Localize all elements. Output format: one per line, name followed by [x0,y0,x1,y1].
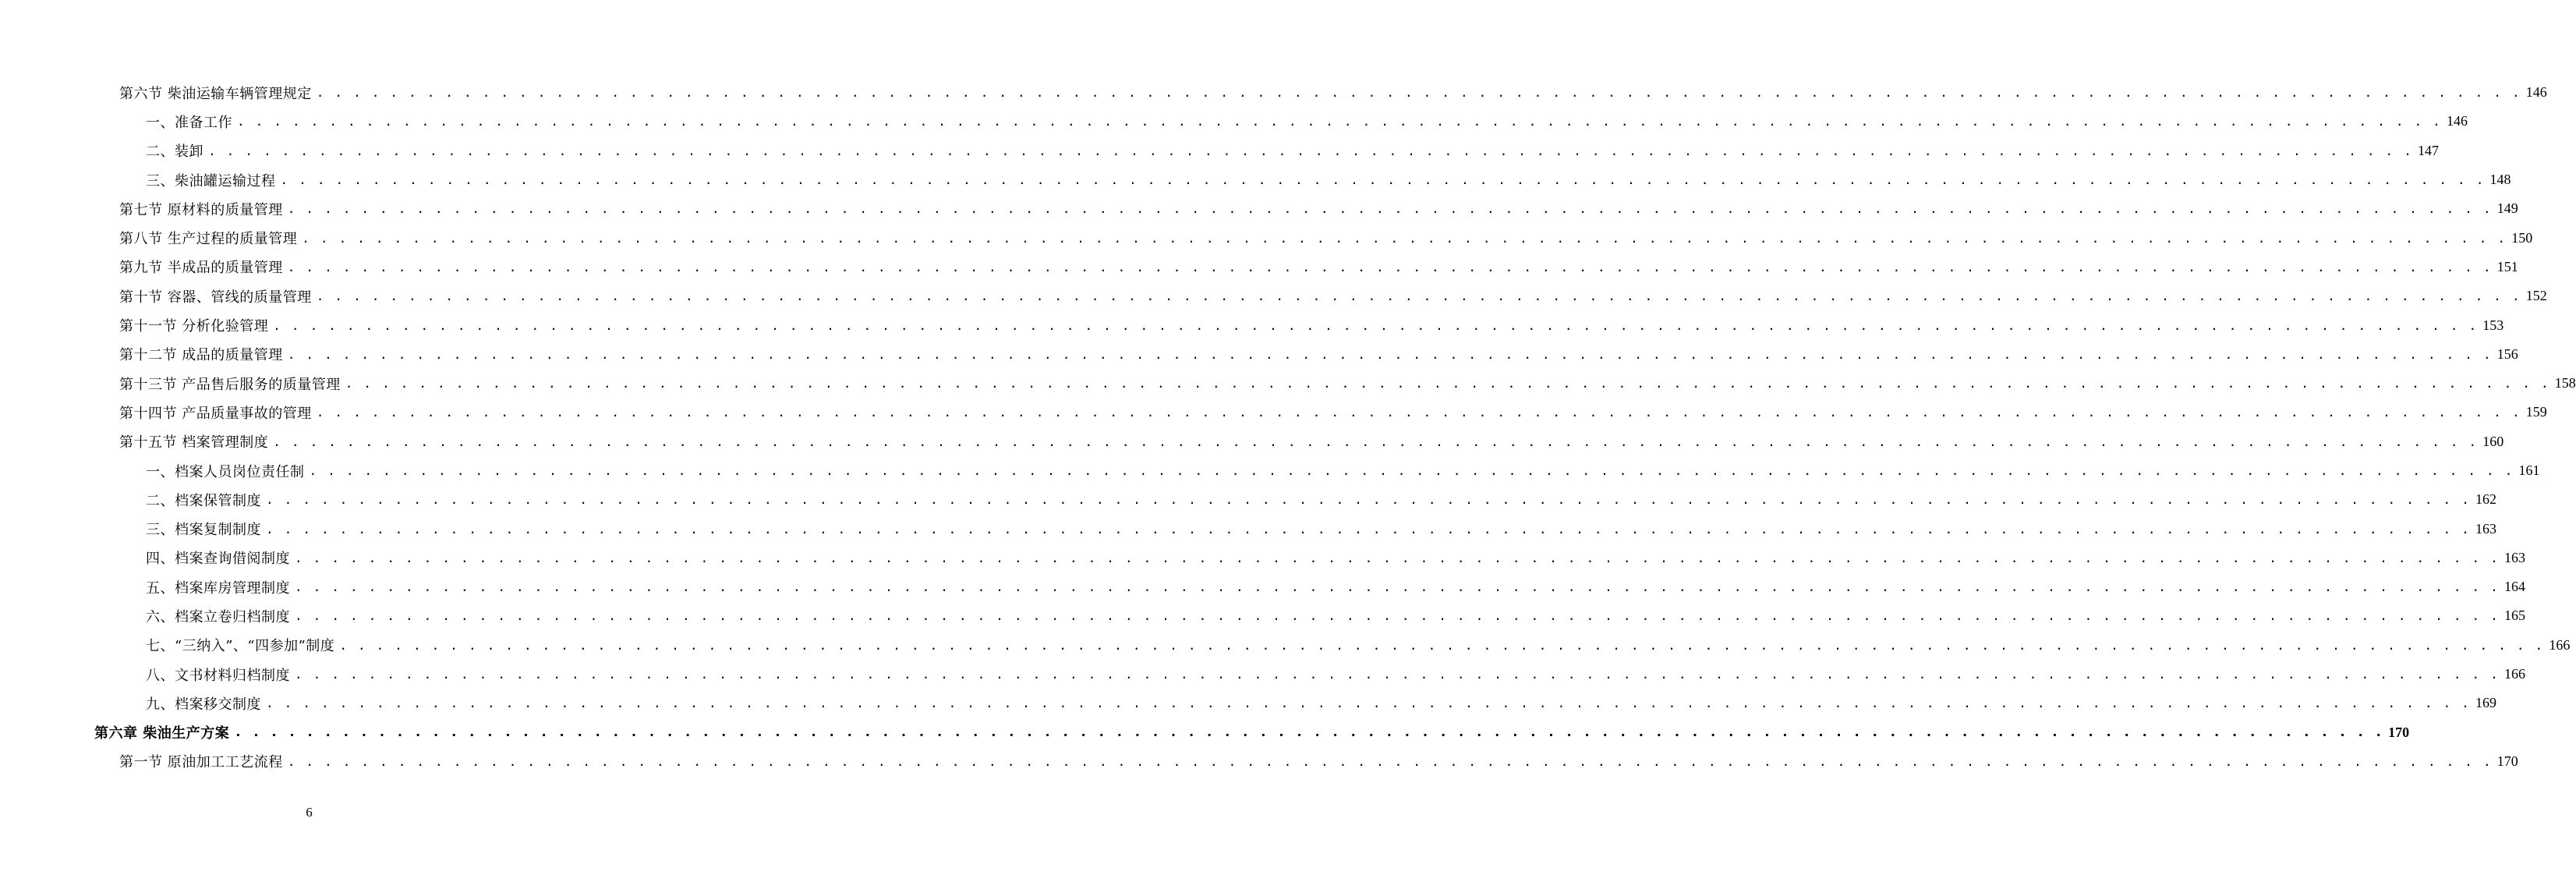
toc-section-entry[interactable] [0,369,2576,398]
toc-entry-page-number: 147 [2418,142,2440,158]
toc-entry-page-number: 152 [2525,288,2547,304]
toc-subsection-entry[interactable] [0,660,2526,689]
toc-subsection-entry[interactable] [0,456,2540,485]
toc-subsection-entry[interactable] [0,165,2511,194]
table-of-contents [0,78,2576,776]
toc-entry-page-number: 146 [2525,84,2547,101]
toc-entry-title: 第十四节 产品质量事故的管理 [119,405,312,422]
toc-entry-title: 九、档案移交制度 [146,696,261,713]
toc-dot-leader: . . . . . . . . . . . . . . . . . . . . . . . . . . . . . . . . . . . . . . . . . . . . . . . . . . . . . . . . . . . . . . . . . . . . . . . . . . . . . . . . . . . . . . . . . . . . . . . . . . . . . . . . . . . . . . . . . . . . . . . . [309,463,2514,478]
toc-dot-leader: . . . . . . . . . . . . . . . . . . . . . . . . . . . . . . . . . . . . . . . . . . . . . . . . . . . . . . . . . . . . . . . . . . . . . . . . . . . . . . . . . . . . . . . . . . . . . . . . . . . . . . . . . . . . . . . . . . . . . . . . [295,667,2500,682]
toc-entry-title: 四、档案查询借阅制度 [146,551,290,568]
toc-entry-page-number: 158 [2554,375,2576,391]
toc-entry-page-number: 166 [2549,636,2571,653]
toc-subsection-entry[interactable] [0,136,2440,165]
toc-section-entry[interactable] [0,78,2547,107]
toc-dot-leader: . . . . . . . . . . . . . . . . . . . . . . . . . . . . . . . . . . . . . . . . . . . . . . . . . . . . . . . . . . . . . . . . . . . . . . . . . . . . . . . . . . . . . . . . . . . . . . . . . . . . . . . . . . . . . . . . . . . . . . . . [266,696,2472,711]
toc-entry-title: 第九节 半成品的质量管理 [119,260,283,277]
toc-entry-page-number: 162 [2475,491,2497,508]
toc-section-entry[interactable] [0,253,2518,282]
toc-dot-leader: . . . . . . . . . . . . . . . . . . . . . . . . . . . . . . . . . . . . . . . . . . . . . . . . . . . . . . . . . . . . . . . . . . . . . . . . . . . . . . . . . . . . . . . . . . . . . . . . . . . . . . . . . . . . . . . . . . . . . . . . [287,201,2493,217]
toc-section-entry[interactable] [0,398,2547,427]
toc-dot-leader: . . . . . . . . . . . . . . . . . . . . . . . . . . . . . . . . . . . . . . . . . . . . . . . . . . . . . . . . . . . . . . . . . . . . . . . . . . . . . . . . . . . . . . . . . . . . . . . . . . . . . . . . . . . . . . . . . . . . . . . . [273,434,2479,449]
toc-entry-page-number: 163 [2475,520,2497,537]
toc-dot-leader: . . . . . . . . . . . . . . . . . . . . . . . . . . . . . . . . . . . . . . . . . . . . . . . . . . . . . . . . . . . . . . . . . . . . . . . . . . . . . . . . . . . . . . . . . . . . . . . . . . . . . . . . . . . . . . . . . . . . . . . . [280,172,2486,188]
toc-dot-leader: . . . . . . . . . . . . . . . . . . . . . . . . . . . . . . . . . . . . . . . . . . . . . . . . . . . . . . . . . . . . . . . . . . . . . . . . . . . . . . . . . . . . . . . . . . . . . . . . . . . . . . . . . . . . . . . . . . . . . . . . [266,492,2472,508]
toc-section-entry[interactable] [0,194,2518,223]
toc-dot-leader: . . . . . . . . . . . . . . . . . . . . . . . . . . . . . . . . . . . . . . . . . . . . . . . . . . . . . . . . . . . . . . . . . . . . . . . . . . . . . . . . . . . . . . . . . . . . . . . . . . . . . . . . . . . . . . . . . . . . . . . . [339,637,2545,653]
toc-entry-page-number: 150 [2511,229,2533,246]
toc-dot-leader: . . . . . . . . . . . . . . . . . . . . . . . . . . . . . . . . . . . . . . . . . . . . . . . . . . . . . . . . . . . . . . . . . . . . . . . . . . . . . . . . . . . . . . . . . . . . . . . . . . . . . . . . . . . . . . . . . . . . . . . . [345,376,2550,391]
toc-entry-page-number: 165 [2504,608,2526,624]
toc-dot-leader: . . . . . . . . . . . . . . . . . . . . . . . . . . . . . . . . . . . . . . . . . . . . . . . . . . . . . . . . . . . . . . . . . . . . . . . . . . . . . . . . . . . . . . . . . . . . . . . . . . . . . . . . . . . . . . . . . . . . . . . . [295,608,2500,624]
toc-entry-title: 第一节 原油加工工艺流程 [119,754,283,771]
toc-entry-title: 二、装卸 [146,143,203,161]
toc-section-entry[interactable] [0,427,2504,456]
toc-entry-page-number: 163 [2504,549,2526,565]
toc-entry-title: 一、档案人员岗位责任制 [146,463,305,480]
toc-entry-page-number: 156 [2496,345,2518,362]
toc-subsection-entry[interactable] [0,631,2571,660]
toc-dot-leader: . . . . . . . . . . . . . . . . . . . . . . . . . . . . . . . . . . . . . . . . . . . . . . . . . . . . . . . . . . . . . . . . . . . . . . . . . . . . . . . . . . . . . . . . . . . . . . . . . . . . . . . . . . . . . . . . . . . . . . . . [208,143,2414,158]
toc-entry-page-number: 151 [2496,258,2518,275]
toc-subsection-entry[interactable] [0,544,2526,572]
toc-entry-title: 六、档案立卷归档制度 [146,608,290,625]
toc-entry-page-number: 148 [2489,172,2511,188]
toc-dot-leader: . . . . . . . . . . . . . . . . . . . . . . . . . . . . . . . . . . . . . . . . . . . . . . . . . . . . . . . . . . . . . . . . . . . . . . . . . . . . . . . . . . . . . . . . . . . . . . . . . . . . . . . . . . . . . . . . . . . . . . . . [234,724,2384,741]
toc-entry-title: 二、档案保管制度 [146,492,261,509]
toc-entry-page-number: 149 [2496,200,2518,217]
toc-entry-page-number: 166 [2504,666,2526,682]
toc-dot-leader: . . . . . . . . . . . . . . . . . . . . . . . . . . . . . . . . . . . . . . . . . . . . . . . . . . . . . . . . . . . . . . . . . . . . . . . . . . . . . . . . . . . . . . . . . . . . . . . . . . . . . . . . . . . . . . . . . . . . . . . . [237,114,2443,129]
toc-subsection-entry[interactable] [0,572,2526,601]
toc-entry-title: 第十二节 成品的质量管理 [119,347,283,364]
toc-subsection-entry[interactable] [0,514,2497,543]
toc-dot-leader: . . . . . . . . . . . . . . . . . . . . . . . . . . . . . . . . . . . . . . . . . . . . . . . . . . . . . . . . . . . . . . . . . . . . . . . . . . . . . . . . . . . . . . . . . . . . . . . . . . . . . . . . . . . . . . . . . . . . . . . . [316,405,2521,420]
toc-entry-title: 七、“三纳入”、“四参加”制度 [146,638,335,655]
toc-entry-page-number: 170 [2496,753,2518,769]
toc-entry-title: 第六节 柴油运输车辆管理规定 [119,85,312,102]
toc-entry-page-number: 146 [2447,113,2468,129]
toc-entry-page-number: 153 [2482,317,2504,333]
toc-entry-page-number: 160 [2482,433,2504,449]
toc-dot-leader: . . . . . . . . . . . . . . . . . . . . . . . . . . . . . . . . . . . . . . . . . . . . . . . . . . . . . . . . . . . . . . . . . . . . . . . . . . . . . . . . . . . . . . . . . . . . . . . . . . . . . . . . . . . . . . . . . . . . . . . . [287,753,2493,769]
toc-entry-title: 一、准备工作 [146,114,232,131]
toc-entry-title: 第八节 生产过程的质量管理 [119,231,298,248]
toc-entry-title: 第十节 容器、管线的质量管理 [119,289,312,306]
toc-dot-leader: . . . . . . . . . . . . . . . . . . . . . . . . . . . . . . . . . . . . . . . . . . . . . . . . . . . . . . . . . . . . . . . . . . . . . . . . . . . . . . . . . . . . . . . . . . . . . . . . . . . . . . . . . . . . . . . . . . . . . . . . [295,550,2500,565]
toc-entry-title: 第十三节 产品售后服务的质量管理 [119,376,341,393]
toc-section-entry[interactable] [0,340,2518,369]
toc-entry-title: 五、档案库房管理制度 [146,579,290,597]
toc-dot-leader: . . . . . . . . . . . . . . . . . . . . . . . . . . . . . . . . . . . . . . . . . . . . . . . . . . . . . . . . . . . . . . . . . . . . . . . . . . . . . . . . . . . . . . . . . . . . . . . . . . . . . . . . . . . . . . . . . . . . . . . . [266,521,2472,537]
toc-entry-page-number: 164 [2504,579,2526,595]
toc-subsection-entry[interactable] [0,485,2497,514]
toc-section-entry[interactable] [0,223,2533,252]
toc-dot-leader: . . . . . . . . . . . . . . . . . . . . . . . . . . . . . . . . . . . . . . . . . . . . . . . . . . . . . . . . . . . . . . . . . . . . . . . . . . . . . . . . . . . . . . . . . . . . . . . . . . . . . . . . . . . . . . . . . . . . . . . . [287,259,2493,275]
toc-section-entry[interactable] [0,282,2547,310]
toc-entry-title: 第七节 原材料的质量管理 [119,201,283,218]
toc-dot-leader: . . . . . . . . . . . . . . . . . . . . . . . . . . . . . . . . . . . . . . . . . . . . . . . . . . . . . . . . . . . . . . . . . . . . . . . . . . . . . . . . . . . . . . . . . . . . . . . . . . . . . . . . . . . . . . . . . . . . . . . . [273,317,2479,333]
toc-entry-title: 第十五节 档案管理制度 [119,434,269,452]
toc-dot-leader: . . . . . . . . . . . . . . . . . . . . . . . . . . . . . . . . . . . . . . . . . . . . . . . . . . . . . . . . . . . . . . . . . . . . . . . . . . . . . . . . . . . . . . . . . . . . . . . . . . . . . . . . . . . . . . . . . . . . . . . . [316,85,2521,101]
page-number: 6 [306,805,313,820]
toc-entry-page-number: 170 [2388,724,2410,740]
toc-dot-leader: . . . . . . . . . . . . . . . . . . . . . . . . . . . . . . . . . . . . . . . . . . . . . . . . . . . . . . . . . . . . . . . . . . . . . . . . . . . . . . . . . . . . . . . . . . . . . . . . . . . . . . . . . . . . . . . . . . . . . . . . [295,579,2500,595]
toc-subsection-entry[interactable] [0,689,2497,717]
toc-entry-page-number: 161 [2518,462,2540,478]
toc-entry-title: 第六章 柴油生产方案 [94,725,230,742]
toc-dot-leader: . . . . . . . . . . . . . . . . . . . . . . . . . . . . . . . . . . . . . . . . . . . . . . . . . . . . . . . . . . . . . . . . . . . . . . . . . . . . . . . . . . . . . . . . . . . . . . . . . . . . . . . . . . . . . . . . . . . . . . . . [316,289,2521,304]
toc-subsection-entry[interactable] [0,601,2526,630]
toc-dot-leader: . . . . . . . . . . . . . . . . . . . . . . . . . . . . . . . . . . . . . . . . . . . . . . . . . . . . . . . . . . . . . . . . . . . . . . . . . . . . . . . . . . . . . . . . . . . . . . . . . . . . . . . . . . . . . . . . . . . . . . . . [287,346,2493,362]
toc-entry-page-number: 159 [2525,404,2547,420]
toc-chapter-entry[interactable] [0,718,2410,747]
toc-section-entry[interactable] [0,747,2518,776]
toc-dot-leader: . . . . . . . . . . . . . . . . . . . . . . . . . . . . . . . . . . . . . . . . . . . . . . . . . . . . . . . . . . . . . . . . . . . . . . . . . . . . . . . . . . . . . . . . . . . . . . . . . . . . . . . . . . . . . . . . . . . . . . . . [302,230,2507,246]
toc-section-entry[interactable] [0,310,2504,339]
toc-entry-title: 三、柴油罐运输过程 [146,172,276,190]
toc-entry-title: 八、文书材料归档制度 [146,667,290,684]
toc-entry-page-number: 169 [2475,695,2497,711]
toc-entry-title: 第十一节 分析化验管理 [119,318,269,335]
toc-entry-title: 三、档案复制制度 [146,522,261,539]
toc-subsection-entry[interactable] [0,107,2468,136]
